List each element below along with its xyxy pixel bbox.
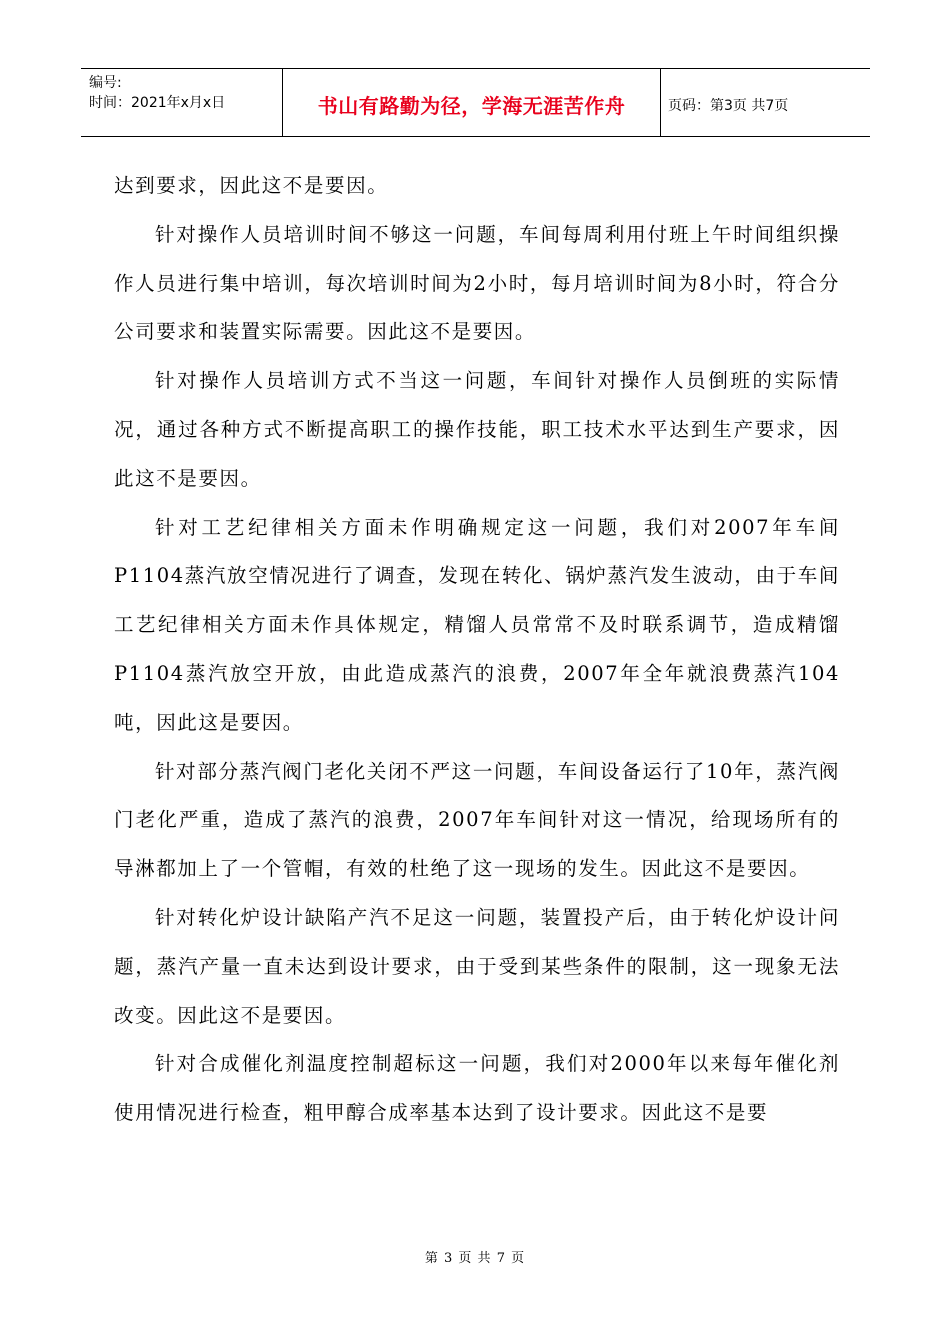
header-motto-cell (283, 69, 661, 136)
header-page-cell (661, 69, 870, 136)
paragraph: 针对操作人员培训时间不够这一问题，车间每周利用付班上午时间组织操作人员进行集中培训，每次培训时间为2小时，每月培训时间为8小时，符合分公司要求和装置实际需要。因此这不是要因。 (114, 222, 840, 344)
header-motto: 书山有路勤为径，学海无涯苦作舟 (317, 94, 626, 118)
paragraph: 针对操作人员培训方式不当这一问题，车间针对操作人员倒班的实际情况，通过各种方式不断提高职工的操作技能，职工技术水平达到生产要求，因此这不是要因。 (114, 369, 840, 490)
document-body (114, 162, 840, 1138)
serial-number-label: 编号: (89, 75, 122, 91)
header-page-info: 页码：第3页 共7页 (668, 97, 789, 114)
page-footer: 第 3 页 共 7 页 (424, 1251, 526, 1266)
paragraph: 针对部分蒸汽阀门老化关闭不严这一问题，车间设备运行了10年，蒸汽阀门老化严重，造成了蒸汽的浪费，2007年车间针对这一情况，给现场所有的导淋都加上了一个管帽，有效的杜绝了这一现场的发生。因此这不是要因。 (114, 759, 840, 881)
paragraph: 针对转化炉设计缺陷产汽不足这一问题，装置投产后，由于转化炉设计问题，蒸汽产量一直未达到设计要求，由于受到某些条件的限制，这一现象无法改变。因此这不是要因。 (114, 905, 840, 1027)
paragraph: 针对合成催化剂温度控制超标这一问题，我们对2000年以来每年催化剂使用情况进行检查，粗甲醇合成率基本达到了设计要求。因此这不是要 (114, 1052, 840, 1125)
paragraph-continuation: 达到要求，因此这不是要因。 (114, 174, 389, 197)
header-meta-cell (81, 69, 283, 136)
paragraph: 针对工艺纪律相关方面未作明确规定这一问题，我们对2007年车间P1104蒸汽放空情况进行了调查，发现在转化、锅炉蒸汽发生波动，由于车间工艺纪律相关方面未作具体规定，精馏人员常常不及时联系调节，造成精馏P1104蒸汽放空开放，由此造成蒸汽的浪费，2007年全年就浪费蒸汽104吨，因此这是要因。 (114, 515, 840, 734)
date-line: 时间：2021年x月x日 (89, 95, 226, 111)
page-header (81, 68, 870, 137)
